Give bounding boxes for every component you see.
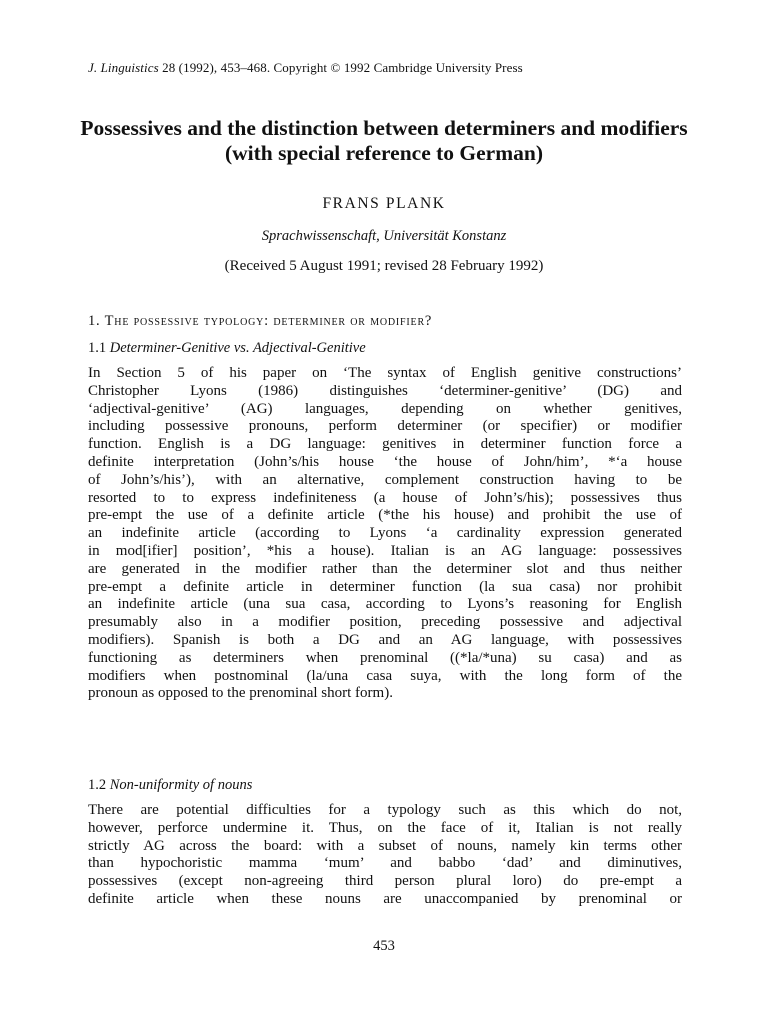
- text-line: pronoun as opposed to the prenominal short form).: [88, 685, 393, 702]
- journal-name: J. Linguistics: [88, 60, 159, 75]
- text-line: modifiers). Spanish is both a DG and an AG language, with possessives: [88, 631, 682, 648]
- text-line: pre-empt the use of a definite article (*the his house) and prohibit the use of: [88, 507, 682, 524]
- page-number: 453: [373, 938, 395, 954]
- subsection-heading-1-2: [88, 777, 252, 794]
- text-line: pre-empt a definite article in determiner function (la sua casa) nor prohibit: [88, 578, 682, 595]
- text-line: strictly AG across the board: with a subset of nouns, namely kin terms other: [88, 837, 682, 854]
- text-line: definite article when these nouns are unaccompanied by prenominal or: [88, 890, 682, 907]
- subsection-number: 1.2: [88, 777, 107, 793]
- text-line: In Section 5 of his paper on ‘The syntax of English genitive constructions’: [88, 365, 682, 381]
- text-line: functioning as determiners when prenominal ((*la/*una) su casa) and as: [88, 649, 682, 666]
- text-line: presumably also in a modifier position, preceding possessive and adjectival: [88, 614, 682, 631]
- text-line: an indefinite article (una sua casa, according to Lyons’s reasoning for English: [88, 596, 682, 613]
- subsection-heading-1-1: [88, 340, 366, 357]
- subsection-number: 1.1: [88, 340, 107, 356]
- text-line: definite interpretation (John’s/his house ‘the house of John/him’, *‘a house: [88, 453, 682, 470]
- section-heading: 1. The possessive typology: determiner or modifier?: [88, 313, 433, 329]
- subsection-title: Non-uniformity of nouns: [109, 777, 253, 793]
- text-line: Christopher Lyons (1986) distinguishes ‘determiner-genitive’ (DG) and: [88, 382, 682, 399]
- text-line: an indefinite article (according to Lyons ‘a cardinality expression generated: [88, 525, 682, 542]
- journal-citation: [88, 60, 523, 76]
- text-line: modifiers when postnominal (la/una casa suya, with the long form of the: [88, 667, 682, 684]
- author-name: FRANS PLANK: [322, 195, 446, 212]
- body-paragraph-2: [88, 802, 682, 909]
- text-line: are generated in the modifier rather than the determiner slot and thus neither: [88, 560, 682, 577]
- text-line: There are potential difficulties for a typology such as this which do not,: [88, 802, 682, 818]
- author-affiliation: Sprachwissenschaft, Universität Konstanz: [261, 228, 507, 244]
- text-line: including possessive pronouns, perform determiner (or specifier) or modifier: [88, 418, 682, 435]
- text-line: resorted to to express indefiniteness (a house of John’s/his); possessives thus: [88, 489, 682, 506]
- text-line: however, perforce undermine it. Thus, on the face of it, Italian is not really: [88, 819, 682, 836]
- text-line: ‘adjectival-genitive’ (AG) languages, depending on whether genitives,: [88, 400, 682, 417]
- paper-title: Possessives and the distinction between determiners and modifiers (with special reference to German): [80, 116, 688, 165]
- body-paragraph-1: [88, 365, 682, 703]
- text-line: than hypochoristic mamma ‘mum’ and babbo ‘dad’ and diminutives,: [88, 855, 682, 872]
- subsection-title: Determiner-Genitive vs. Adjectival-Genitive: [109, 340, 366, 356]
- text-line: possessives (except non-agreeing third person plural loro) do pre-empt a: [88, 873, 682, 890]
- text-line: function. English is a DG language: genitives in determiner function force a: [88, 436, 682, 453]
- journal-details: 28 (1992), 453–468. Copyright © 1992 Cambridge University Press: [162, 60, 523, 75]
- text-line: in mod[ifier] position’, *his a house). Italian is an AG language: possessives: [88, 542, 682, 559]
- text-line: of John’s/his’), with an alternative, complement construction having to be: [88, 471, 682, 488]
- received-dates: (Received 5 August 1991; revised 28 February 1992): [224, 258, 544, 274]
